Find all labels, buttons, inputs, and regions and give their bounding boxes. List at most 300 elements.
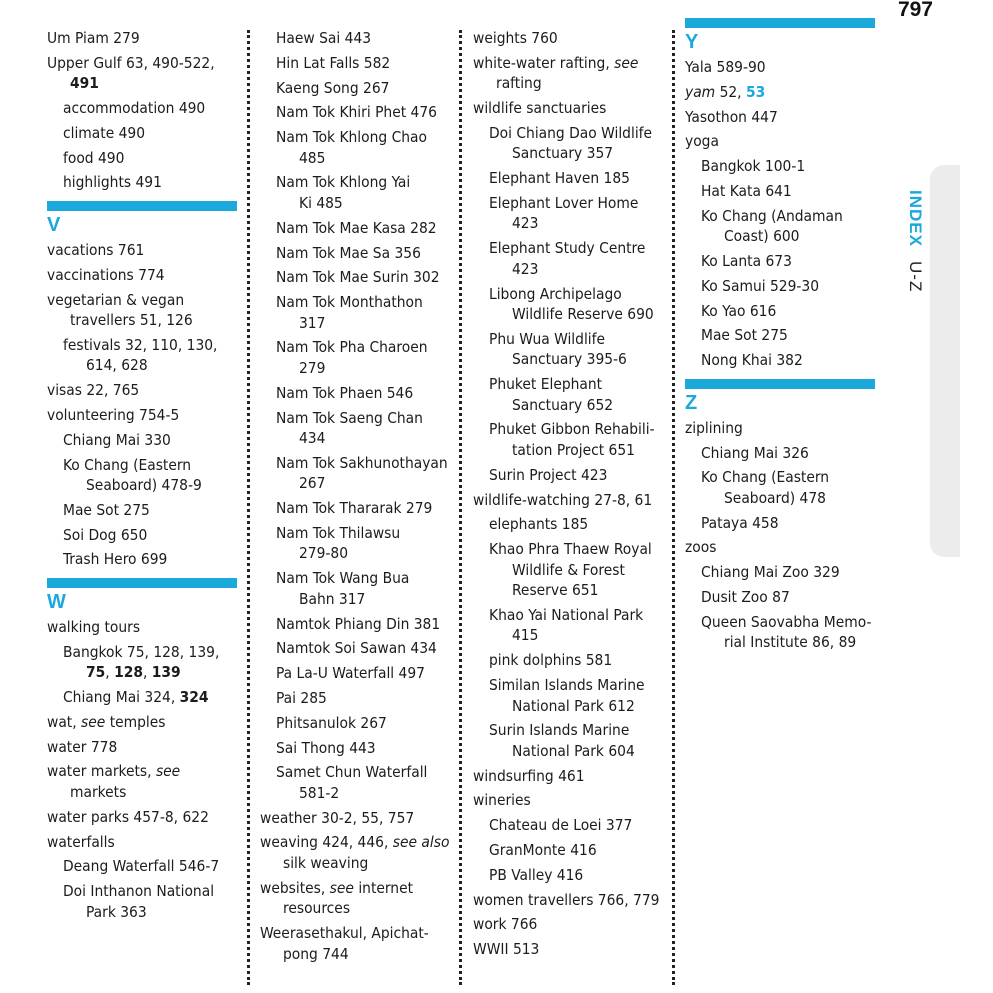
index-entry	[47, 761, 239, 802]
entry-line	[63, 335, 239, 356]
entry-line	[489, 560, 671, 581]
index-entry	[47, 737, 239, 758]
letter-bar	[47, 578, 237, 588]
tab-word: INDEX	[906, 190, 925, 247]
index-subentry	[473, 329, 671, 370]
entry-line	[276, 193, 455, 214]
index-entry	[47, 290, 239, 331]
entry-text: Khao Yai National Park	[489, 605, 644, 624]
index-entry	[47, 832, 239, 853]
index-entry	[47, 807, 239, 828]
entry-text: 423	[512, 259, 539, 278]
index-subentry	[473, 514, 671, 535]
entry-text: festivals 32, 110, 130,	[63, 335, 218, 354]
entry-text: visas 22, 765	[47, 381, 140, 400]
entry-text: rial Institute 86, 89	[724, 633, 857, 652]
entry-line	[701, 325, 877, 346]
entry-line	[701, 181, 877, 202]
index-subentry	[260, 218, 455, 239]
index-subentry	[473, 238, 671, 279]
entry-text: resources	[283, 899, 351, 918]
section-tab	[930, 165, 960, 557]
entry-line	[276, 568, 455, 589]
index-subentry	[685, 562, 877, 583]
entry-text: 139	[151, 663, 181, 682]
index-subentry	[260, 172, 455, 213]
entry-line	[47, 405, 239, 426]
entry-line	[489, 625, 671, 646]
entry-line	[276, 713, 455, 734]
index-entry	[473, 790, 671, 811]
entry-line	[701, 350, 877, 371]
entry-text: Um Piam 279	[47, 29, 140, 47]
index-subentry	[260, 614, 455, 635]
entry-text: 279-80	[299, 544, 349, 563]
entry-text: Samet Chun Waterfall	[276, 763, 428, 782]
index-subentry	[260, 523, 455, 564]
entry-text: Chiang Mai 324,	[63, 688, 180, 707]
entry-line	[473, 53, 671, 74]
entry-line	[63, 98, 239, 119]
entry-line	[701, 488, 877, 509]
entry-line	[701, 206, 877, 227]
entry-text: Nam Tok Sakhunothayan	[276, 453, 448, 472]
entry-text: Pai 285	[276, 688, 327, 707]
entry-line	[489, 213, 671, 234]
index-subentry	[260, 243, 455, 264]
entry-line	[276, 172, 455, 193]
entry-line	[489, 741, 671, 762]
entry-line	[260, 898, 455, 919]
index-subentry	[685, 276, 877, 297]
letter-section-header	[47, 201, 239, 236]
entry-text: see	[614, 53, 639, 72]
entry-text: temples	[105, 712, 166, 731]
entry-line	[63, 355, 239, 376]
entry-text: Reserve 651	[512, 581, 599, 600]
entry-line	[489, 143, 671, 164]
entry-line	[489, 840, 671, 861]
entry-text: Yala 589-90	[685, 58, 766, 76]
entry-line	[276, 428, 455, 449]
entry-text: Nam Tok Saeng Chan	[276, 408, 423, 427]
index-entry	[47, 240, 239, 261]
entry-line	[276, 337, 455, 358]
entry-line	[489, 605, 671, 626]
index-subentry	[473, 650, 671, 671]
index-subentry	[473, 815, 671, 836]
entry-line	[489, 440, 671, 461]
index-subentry	[260, 53, 455, 74]
entry-text: see also	[392, 833, 450, 852]
entry-text: Ko Chang (Eastern	[701, 468, 830, 487]
index-entry	[47, 617, 239, 638]
index-subentry	[685, 587, 877, 608]
index-subentry	[685, 350, 877, 371]
index-subentry	[685, 325, 877, 346]
entry-text: yoga	[685, 132, 719, 151]
entry-text: 485	[299, 148, 326, 167]
index-subentry	[47, 549, 239, 570]
entry-line	[260, 923, 455, 944]
entry-line	[276, 738, 455, 759]
entry-line	[63, 455, 239, 476]
index-subentry	[473, 840, 671, 861]
index-subentry	[260, 688, 455, 709]
index-column-1	[47, 28, 239, 926]
entry-line	[701, 301, 877, 322]
entry-text: zoos	[685, 538, 717, 557]
entry-text: Elephant Haven 185	[489, 169, 630, 188]
entry-line	[685, 131, 877, 152]
index-subentry	[260, 102, 455, 123]
entry-text: weaving 424, 446,	[260, 833, 393, 852]
entry-line	[489, 696, 671, 717]
entry-line	[47, 832, 239, 853]
entry-text: Upper Gulf 63, 490-522,	[47, 53, 215, 72]
index-subentry	[685, 513, 877, 534]
entry-line	[276, 783, 455, 804]
section-letter: Z	[685, 391, 698, 414]
entry-text: Similan Islands Marine	[489, 676, 645, 695]
entry-line	[489, 465, 671, 486]
index-entry	[260, 923, 455, 964]
index-subentry	[47, 172, 239, 193]
letter-bar	[47, 201, 237, 211]
entry-line	[701, 612, 877, 633]
index-entry	[47, 405, 239, 426]
entry-text: Nam Tok Mae Surin 302	[276, 268, 440, 287]
entry-text: Namtok Phiang Din 381	[276, 614, 441, 633]
entry-text: Surin Project 423	[489, 465, 608, 484]
entry-line	[63, 525, 239, 546]
entry-line	[473, 914, 671, 935]
index-entry	[473, 914, 671, 935]
entry-text: Bangkok 100-1	[701, 157, 806, 176]
index-subentry	[260, 28, 455, 49]
entry-line	[47, 310, 239, 331]
entry-text: 491	[70, 74, 99, 93]
entry-line	[701, 276, 877, 297]
index-subentry	[260, 267, 455, 288]
entry-text: ziplining	[685, 418, 743, 437]
index-subentry	[260, 713, 455, 734]
index-entry	[473, 490, 671, 511]
entry-text: Nam Tok Khiri Phet 476	[276, 103, 437, 122]
index-subentry	[473, 465, 671, 486]
index-subentry	[473, 539, 671, 601]
entry-line	[489, 238, 671, 259]
entry-line	[63, 902, 239, 923]
index-subentry	[685, 301, 877, 322]
column-divider	[672, 30, 675, 985]
entry-text: Chiang Mai 330	[63, 430, 171, 449]
entry-line	[47, 782, 239, 803]
index-subentry	[47, 525, 239, 546]
index-subentry	[473, 193, 671, 234]
entry-line	[489, 395, 671, 416]
entry-line	[47, 265, 239, 286]
entry-line	[489, 815, 671, 836]
index-column-4	[685, 28, 877, 657]
entry-line	[260, 853, 455, 874]
entry-line	[701, 156, 877, 177]
index-subentry	[473, 374, 671, 415]
entry-line	[473, 766, 671, 787]
entry-line	[276, 127, 455, 148]
index-subentry	[260, 292, 455, 333]
entry-line	[276, 53, 455, 74]
index-subentry	[47, 642, 239, 683]
index-subentry	[47, 335, 239, 376]
column-divider	[247, 30, 250, 985]
entry-text: weather 30-2, 55, 757	[260, 808, 415, 827]
entry-line	[260, 832, 455, 853]
entry-line	[47, 73, 239, 94]
index-entry	[47, 380, 239, 401]
entry-line	[489, 650, 671, 671]
entry-text: Nam Tok Monthathon	[276, 293, 423, 312]
entry-text: websites,	[260, 878, 330, 897]
section-tab-label	[905, 190, 925, 292]
entry-line	[276, 523, 455, 544]
entry-text: Nam Tok Pha Charoen	[276, 338, 428, 357]
letter-section-header	[685, 379, 877, 414]
entry-line	[489, 329, 671, 350]
entry-text: see	[329, 878, 354, 897]
entry-text: tation Project 651	[512, 440, 635, 459]
entry-text: pong 744	[283, 944, 349, 963]
index-subentry	[473, 419, 671, 460]
entry-text: Haew Sai 443	[276, 29, 372, 47]
entry-text: 415	[512, 626, 539, 645]
entry-line	[489, 193, 671, 214]
entry-text: Queen Saovabha Memo-	[701, 612, 872, 631]
entry-text: see	[81, 712, 106, 731]
entry-line	[276, 218, 455, 239]
entry-line	[489, 419, 671, 440]
entry-line	[63, 172, 239, 193]
entry-text: vacations 761	[47, 240, 145, 259]
index-subentry	[260, 568, 455, 609]
entry-text: silk weaving	[283, 853, 369, 872]
entry-text: 267	[299, 474, 326, 493]
entry-text: Ko Samui 529-30	[701, 276, 819, 295]
entry-line	[276, 148, 455, 169]
entry-text: vaccinations 774	[47, 265, 165, 284]
entry-text: climate 490	[63, 123, 146, 142]
entry-line	[685, 82, 877, 103]
entry-text: Doi Chiang Dao Wildlife	[489, 123, 653, 142]
entry-line	[63, 475, 239, 496]
entry-line	[47, 380, 239, 401]
entry-line	[47, 53, 239, 74]
index-entry	[685, 537, 877, 558]
index-subentry	[47, 881, 239, 922]
entry-text: Chateau de Loei 377	[489, 816, 633, 835]
entry-text: Hin Lat Falls 582	[276, 53, 391, 72]
entry-text: elephants 185	[489, 515, 589, 534]
index-subentry	[260, 337, 455, 378]
index-entry	[47, 712, 239, 733]
entry-text: Trash Hero 699	[63, 550, 168, 569]
entry-line	[276, 453, 455, 474]
letter-section-header	[685, 18, 877, 53]
index-entry	[685, 82, 877, 103]
entry-line	[276, 383, 455, 404]
entry-line	[47, 807, 239, 828]
entry-line	[489, 304, 671, 325]
entry-text: Nam Tok Khlong Chao	[276, 128, 427, 147]
entry-text: Phuket Elephant	[489, 375, 603, 394]
entry-text: Phuket Gibbon Rehabili-	[489, 420, 655, 439]
index-subentry	[260, 663, 455, 684]
entry-text: Phu Wua Wildlife	[489, 329, 606, 348]
entry-line	[473, 490, 671, 511]
entry-line	[473, 790, 671, 811]
entry-text: 53	[745, 82, 766, 101]
entry-line	[489, 168, 671, 189]
index-subentry	[260, 762, 455, 803]
entry-line	[489, 514, 671, 535]
index-entry	[473, 890, 671, 911]
entry-text: Yasothon 447	[685, 107, 778, 126]
index-subentry	[473, 865, 671, 886]
entry-text: Pataya 458	[701, 513, 779, 532]
entry-text: internet	[353, 878, 414, 897]
entry-line	[685, 57, 877, 78]
entry-line	[276, 614, 455, 635]
entry-line	[701, 226, 877, 247]
entry-line	[489, 374, 671, 395]
entry-text: WWII 513	[473, 940, 540, 959]
entry-text: water parks 457-8, 622	[47, 807, 209, 826]
entry-text: 52,	[715, 82, 746, 101]
entry-text: work 766	[473, 915, 538, 934]
entry-line	[701, 513, 877, 534]
entry-text: wildlife sanctuaries	[473, 99, 607, 118]
entry-text: Doi Inthanon National	[63, 882, 215, 901]
index-entry	[685, 131, 877, 152]
entry-line	[489, 259, 671, 280]
entry-line	[47, 290, 239, 311]
entry-text: markets	[70, 782, 127, 801]
entry-text: Nong Khai 382	[701, 351, 803, 370]
entry-text: windsurfing 461	[473, 766, 585, 785]
entry-line	[473, 890, 671, 911]
index-subentry	[685, 443, 877, 464]
tab-range: U-Z	[906, 260, 925, 293]
letter-bar	[685, 18, 875, 28]
entry-text: 75	[86, 663, 106, 682]
entry-line	[276, 102, 455, 123]
entry-text: Namtok Soi Sawan 434	[276, 639, 437, 658]
index-subentry	[685, 206, 877, 247]
entry-text: 317	[299, 313, 326, 332]
entry-text: highlights 491	[63, 173, 162, 192]
entry-text: National Park 612	[512, 696, 635, 715]
entry-text: Hat Kata 641	[701, 181, 792, 200]
entry-text: Mae Sot 275	[63, 500, 150, 519]
entry-text: Weerasethakul, Apichat-	[260, 924, 429, 943]
entry-line	[63, 687, 239, 708]
entry-line	[63, 642, 239, 663]
entry-text: Soi Dog 650	[63, 525, 148, 544]
entry-text: Nam Tok Thararak 279	[276, 499, 433, 518]
entry-text: Park 363	[86, 902, 147, 921]
index-subentry	[260, 383, 455, 404]
index-column-2	[260, 28, 455, 968]
entry-text: Ki 485	[299, 193, 343, 212]
entry-text: Libong Archipelago	[489, 284, 622, 303]
entry-text: travellers 51, 126	[70, 311, 193, 330]
entry-text: Bahn 317	[299, 589, 366, 608]
entry-text: weights 760	[473, 29, 558, 47]
entry-line	[63, 148, 239, 169]
entry-text: Elephant Study Centre	[489, 239, 646, 258]
entry-text: women travellers 766, 779	[473, 890, 660, 909]
entry-line	[260, 808, 455, 829]
entry-text: Nam Tok Khlong Yai	[276, 173, 411, 192]
entry-text: Ko Chang (Eastern	[63, 455, 192, 474]
entry-text: Chiang Mai 326	[701, 443, 809, 462]
entry-text: Khao Phra Thaew Royal	[489, 540, 652, 559]
index-subentry	[260, 738, 455, 759]
entry-line	[473, 98, 671, 119]
index-subentry	[473, 675, 671, 716]
entry-text: wat,	[47, 712, 82, 731]
index-subentry	[473, 284, 671, 325]
index-entry	[260, 878, 455, 919]
entry-text: accommodation 490	[63, 99, 206, 118]
entry-line	[489, 675, 671, 696]
entry-text: Chiang Mai Zoo 329	[701, 563, 840, 582]
entry-line	[47, 737, 239, 758]
entry-text: Kaeng Song 267	[276, 78, 390, 97]
index-subentry	[47, 123, 239, 144]
section-letter: W	[47, 590, 66, 613]
entry-text: Deang Waterfall 546-7	[63, 857, 220, 876]
entry-text: Surin Islands Marine	[489, 721, 630, 740]
letter-bar	[685, 379, 875, 389]
entry-text: Phitsanulok 267	[276, 713, 387, 732]
index-subentry	[47, 98, 239, 119]
entry-line	[63, 549, 239, 570]
entry-line	[276, 292, 455, 313]
entry-text: Dusit Zoo 87	[701, 588, 790, 607]
entry-line	[260, 944, 455, 965]
entry-line	[701, 443, 877, 464]
entry-text: yam	[685, 82, 716, 101]
entry-text: Nam Tok Mae Sa 356	[276, 243, 421, 262]
index-subentry	[685, 251, 877, 272]
entry-text: Nam Tok Thilawsu	[276, 523, 401, 542]
entry-text: Ko Chang (Andaman	[701, 206, 843, 225]
entry-text: Wildlife & Forest	[512, 560, 625, 579]
entry-text: 128	[114, 663, 143, 682]
entry-text: water 778	[47, 737, 118, 756]
index-entry	[685, 107, 877, 128]
index-entry	[260, 832, 455, 873]
entry-line	[473, 939, 671, 960]
entry-line	[489, 580, 671, 601]
entry-text: Sanctuary 652	[512, 395, 614, 414]
entry-line	[685, 537, 877, 558]
entry-line	[276, 589, 455, 610]
entry-text: GranMonte 416	[489, 841, 597, 860]
entry-text: National Park 604	[512, 741, 635, 760]
entry-text: 581-2	[299, 783, 340, 802]
